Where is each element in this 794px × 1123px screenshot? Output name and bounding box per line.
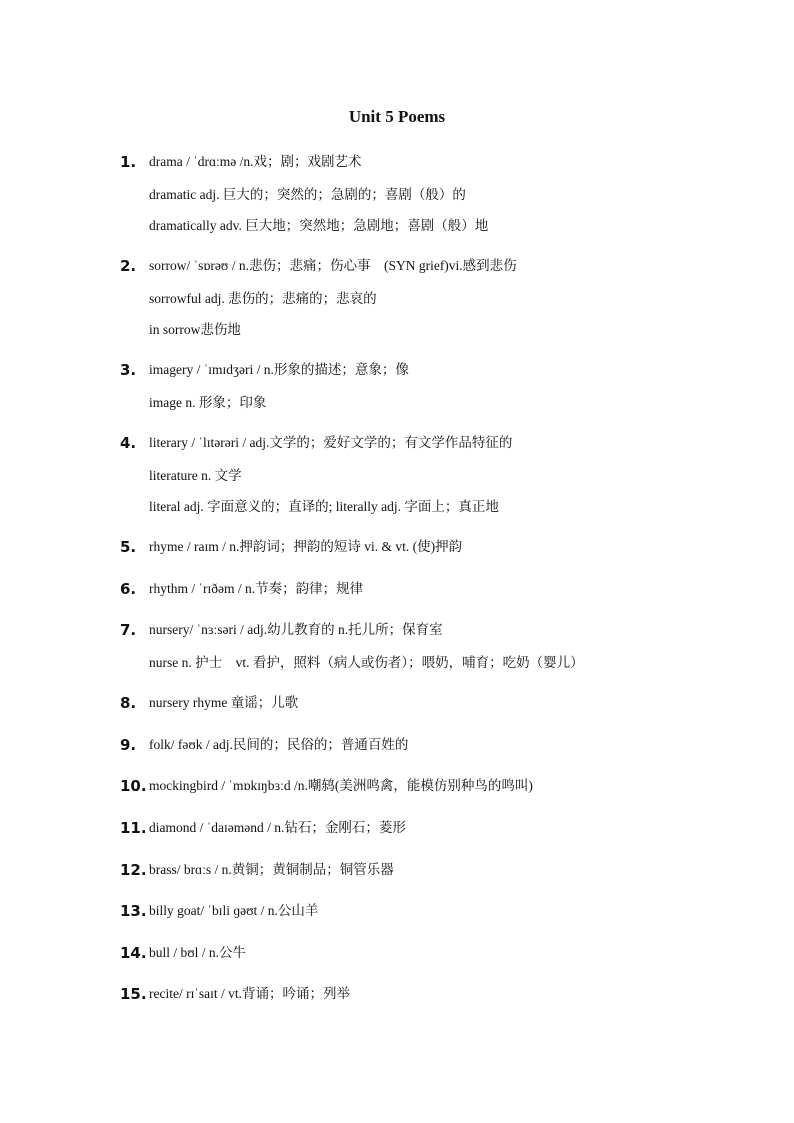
entry-derivative: in sorrow悲伤地 <box>149 322 241 337</box>
entry-derivative: sorrowful adj. 悲伤的；悲痛的；悲哀的 <box>149 291 377 306</box>
entry-headword: folk/ fəʊk / adj.民间的；民俗的；普通百姓的 <box>149 737 409 752</box>
entry-number: 9. <box>120 736 137 754</box>
entry-number: 2. <box>120 257 137 275</box>
entry-derivative: literal adj. 字面意义的；直译的; literally adj. 字面上；真正地 <box>149 499 499 514</box>
entry-number: 7. <box>120 621 137 639</box>
entry-derivative: image n. 形象；印象 <box>149 395 267 410</box>
entry-headword: brass/ brɑːs / n.黄铜；黄铜制品；铜管乐器 <box>149 862 394 877</box>
entry-headword: mockingbird / ˈmɒkɪŋbɜːd /n.嘲鸫(美洲鸣禽，能模仿别种鸟的鸣叫) <box>149 778 533 793</box>
entry-headword: literary / ˈlɪtərəri / adj.文学的；爱好文学的；有文学作品特征的 <box>149 435 513 450</box>
entry-headword: billy goat/ ˈbɪli ɡəʊt / n.公山羊 <box>149 903 319 918</box>
entry-derivative: literature n. 文学 <box>149 468 242 483</box>
entry-number: 4. <box>120 434 137 452</box>
entry-number: 15. <box>120 985 147 1003</box>
entry-headword: rhyme / raɪm / n.押韵词；押韵的短诗 vi. & vt. (使)押韵 <box>149 539 463 554</box>
entry-number: 5. <box>120 538 137 556</box>
entry-headword: imagery / ˈɪmɪdʒəri / n.形象的描述；意象；像 <box>149 362 409 377</box>
entry-number: 11. <box>120 819 147 837</box>
entry-headword: nursery/ ˈnɜːsəri / adj.幼儿教育的 n.托儿所；保育室 <box>149 622 443 637</box>
entry-headword: sorrow/ ˈsɒrəʊ / n.悲伤；悲痛；伤心事 (SYN grief)vi.感到悲伤 <box>149 258 517 273</box>
entry-headword: recite/ rɪˈsaɪt / vt.背诵；吟诵；列举 <box>149 986 350 1001</box>
page-title: Unit 5 Poems <box>348 107 446 126</box>
entry-number: 12. <box>120 861 147 879</box>
entry-number: 1. <box>120 153 137 171</box>
entry-derivative: dramatically adv. 巨大地；突然地；急剧地；喜剧（般）地 <box>149 218 489 233</box>
entry-number: 13. <box>120 902 147 920</box>
entry-number: 8. <box>120 694 137 712</box>
entry-number: 14. <box>120 944 147 962</box>
entry-number: 3. <box>120 361 137 379</box>
entry-headword: drama / ˈdrɑːmə /n.戏；剧；戏剧艺术 <box>149 154 362 169</box>
entry-number: 6. <box>120 580 137 598</box>
entry-derivative: dramatic adj. 巨大的；突然的；急剧的；喜剧（般）的 <box>149 187 466 202</box>
entry-headword: nursery rhyme 童谣；儿歌 <box>149 695 299 710</box>
entry-headword: diamond / ˈdaɪəmənd / n.钻石；金刚石；菱形 <box>149 820 406 835</box>
entry-headword: rhythm / ˈrɪðəm / n.节奏；韵律；规律 <box>149 581 364 596</box>
entry-headword: bull / bʊl / n.公牛 <box>149 945 247 960</box>
entry-number: 10. <box>120 777 147 795</box>
entry-derivative: nurse n. 护士 vt. 看护，照料（病人或伤者）；喂奶，哺育；吃奶（婴儿） <box>149 655 584 670</box>
